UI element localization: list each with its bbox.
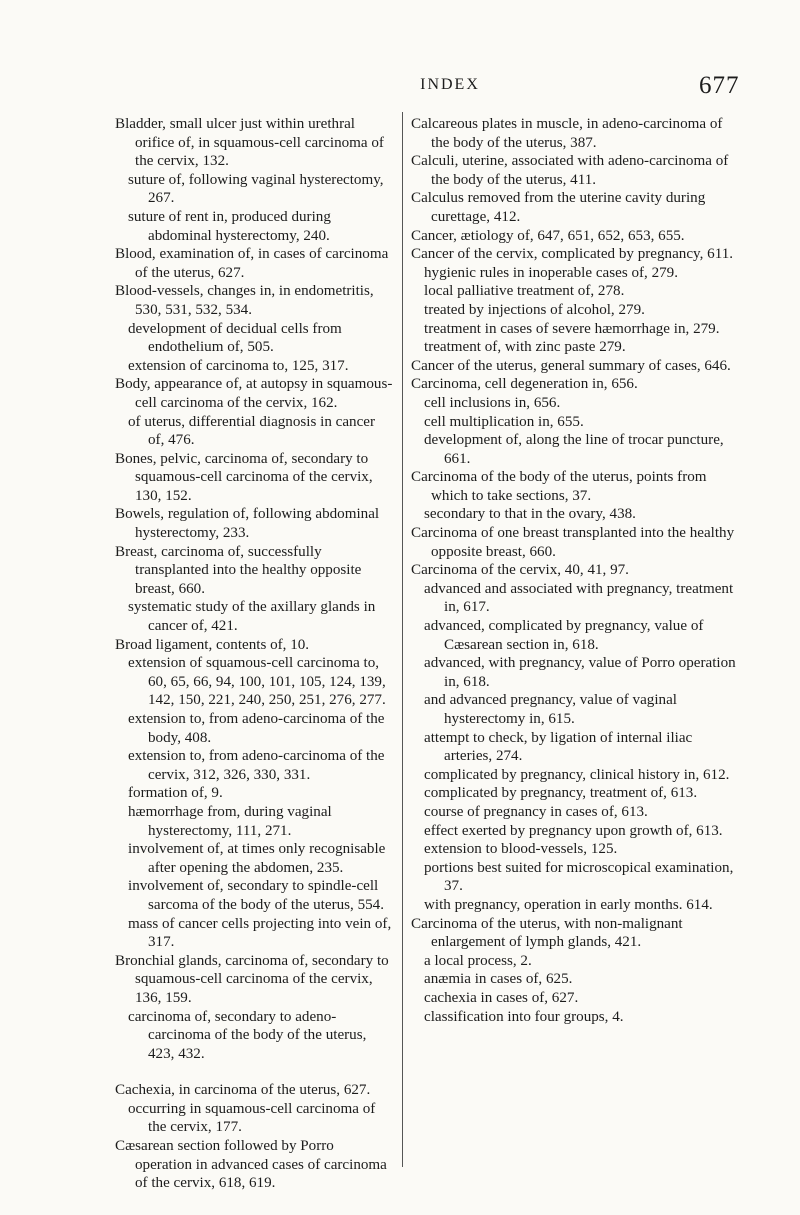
index-subentry: local palliative treatment of, 278. (424, 283, 625, 300)
index-subentry: and advanced pregnancy, value of vaginal hysterectomy in, 615. (424, 692, 677, 727)
page-header (0, 72, 800, 102)
index-entry: Cancer of the cervix, complicated by pregnancy, 611. (411, 246, 734, 263)
index-column-left (115, 115, 393, 1192)
index-subentry: cell multiplication in, 655. (424, 413, 584, 430)
index-column-right (411, 115, 736, 1175)
index-entry: Calcareous plates in muscle, in adeno-carcinoma of the body of the uterus, 387. (411, 116, 723, 151)
index-subentry: hygienic rules in inoperable cases of, 279. (424, 264, 678, 281)
index-subentry: course of pregnancy in cases of, 613. (424, 803, 648, 820)
index-entry: Cancer, ætiology of, 647, 651, 652, 653, 655. (411, 227, 685, 244)
entry-gap (115, 1063, 393, 1081)
index-subentry: extension of carcinoma to, 125, 317. (128, 357, 349, 374)
index-subentry: systematic study of the axillary glands in cancer of, 421. (128, 599, 376, 635)
index-entry: Carcinoma, cell degeneration in, 656. (411, 376, 638, 393)
index-entry: Cancer of the uterus, general summary of cases, 646. (411, 357, 731, 374)
index-subentry: extension to blood-vessels, 125. (424, 841, 618, 858)
index-entry: Carcinoma of the cervix, 40, 41, 97. (411, 562, 629, 579)
index-subentry: complicated by pregnancy, treatment of, 613. (424, 785, 698, 802)
index-entry: Bowels, regulation of, following abdominal hysterectomy, 233. (115, 506, 380, 542)
index-subentry: involvement of, secondary to spindle-cell sarcoma of the body of the uterus, 554. (128, 878, 384, 913)
index-subentry: mass of cancer cells projecting into vein of, 317. (128, 915, 392, 951)
index-subentry: carcinoma of, secondary to adeno-carcinoma of the body of the uterus, 423, 432. (128, 1008, 367, 1062)
index-subentry: advanced, complicated by pregnancy, value of Cæsarean section in, 618. (424, 618, 704, 653)
index-subentry: a local process, 2. (424, 952, 532, 969)
index-entry: Blood, examination of, in cases of carcinoma of the uterus, 627. (115, 246, 389, 281)
index-subentry: extension to, from adeno-carcinoma of the cervix, 312, 326, 330, 331. (128, 748, 385, 783)
index-subentry: suture of, following vaginal hysterectomy, 267. (128, 171, 384, 207)
index-subentry: attempt to check, by ligation of internal iliac arteries, 274. (424, 729, 693, 765)
index-subentry: extension to, from adeno-carcinoma of the body, 408. (128, 711, 385, 746)
index-subentry: suture of rent in, produced during abdominal hysterectomy, 240. (128, 208, 331, 244)
index-subentry: of uterus, differential diagnosis in cancer of, 476. (128, 413, 376, 449)
index-subentry: with pregnancy, operation in early months. 614. (424, 896, 713, 913)
index-entry: Bladder, small ulcer just within urethral orifice of, in squamous-cell carcinoma of the cervix, 132. (115, 116, 384, 170)
index-entry: Blood-vessels, changes in, in endometritis, 530, 531, 532, 534. (115, 283, 374, 318)
index-entry: Cæsarean section followed by Porro operation in advanced cases of carcinoma of the cervix, 618, 619. (115, 1138, 387, 1192)
index-subentry: effect exerted by pregnancy upon growth of, 613. (424, 822, 723, 839)
index-subentry: treated by injections of alcohol, 279. (424, 301, 645, 318)
index-entry: Carcinoma of the body of the uterus, points from which to take sections, 37. (411, 469, 707, 504)
index-entry: Calculi, uterine, associated with adeno-carcinoma of the body of the uterus, 411. (411, 153, 729, 188)
index-subentry: cell inclusions in, 656. (424, 394, 561, 411)
index-entry: Breast, carcinoma of, successfully transplanted into the healthy opposite breast, 660. (115, 543, 362, 597)
index-entry: Bronchial glands, carcinoma of, secondary to squamous-cell carcinoma of the cervix, 136, 159. (115, 952, 389, 1006)
index-entry: Cachexia, in carcinoma of the uterus, 627. (115, 1082, 371, 1099)
index-subentry: hæmorrhage from, during vaginal hysterectomy, 111, 271. (128, 803, 332, 839)
index-subentry: occurring in squamous-cell carcinoma of the cervix, 177. (128, 1100, 376, 1136)
index-entry: Body, appearance of, at autopsy in squamous-cell carcinoma of the cervix, 162. (115, 376, 393, 411)
page-number: 677 (699, 72, 740, 99)
index-subentry: involvement of, at times only recognisable after opening the abdomen, 235. (128, 841, 386, 876)
index-subentry: formation of, 9. (128, 785, 223, 802)
index-subentry: treatment in cases of severe hæmorrhage in, 279. (424, 320, 720, 337)
index-subentry: anæmia in cases of, 625. (424, 971, 573, 988)
index-entry: Carcinoma of the uterus, with non-malignant enlargement of lymph glands, 421. (411, 915, 683, 951)
index-entry: Broad ligament, contents of, 10. (115, 636, 310, 653)
page-title: INDEX (420, 76, 480, 93)
index-subentry: development of decidual cells from endothelium of, 505. (128, 320, 342, 356)
column-divider (402, 112, 403, 1167)
index-entry: Carcinoma of one breast transplanted into the healthy opposite breast, 660. (411, 525, 735, 560)
index-subentry: advanced, with pregnancy, value of Porro operation in, 618. (424, 655, 736, 690)
index-subentry: development of, along the line of trocar puncture, 661. (424, 432, 724, 467)
index-subentry: advanced and associated with pregnancy, treatment in, 617. (424, 580, 734, 616)
index-subentry: cachexia in cases of, 627. (424, 989, 579, 1006)
index-subentry: secondary to that in the ovary, 438. (424, 506, 636, 523)
index-subentry: classification into four groups, 4. (424, 1008, 624, 1025)
index-subentry: extension of squamous-cell carcinoma to, 60, 65, 66, 94, 100, 101, 105, 124, 139, 142, 150, 221, 240, 250, 251, 276, 277. (128, 655, 386, 709)
index-entry: Calculus removed from the uterine cavity during curettage, 412. (411, 190, 706, 225)
index-subentry: treatment of, with zinc paste 279. (424, 339, 626, 356)
index-entry: Bones, pelvic, carcinoma of, secondary to squamous-cell carcinoma of the cervix, 130, 152. (115, 450, 373, 504)
index-subentry: complicated by pregnancy, clinical history in, 612. (424, 766, 730, 783)
index-subentry: portions best suited for microscopical examination, 37. (424, 859, 734, 895)
